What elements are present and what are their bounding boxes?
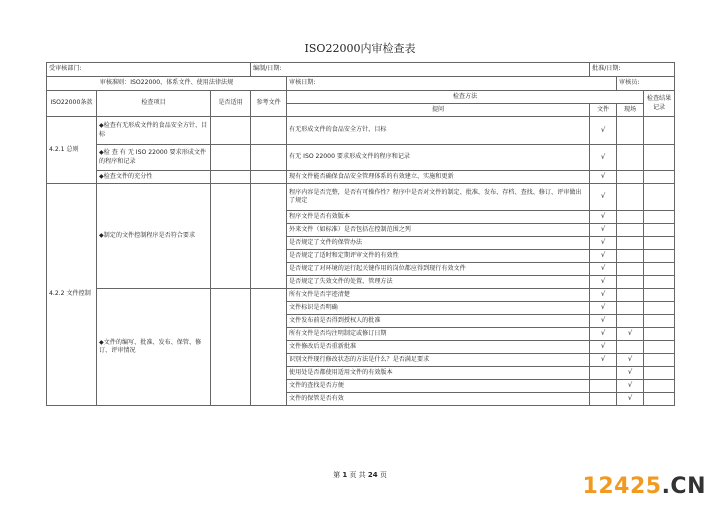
result-record-cell: [644, 380, 675, 393]
footer-mid: 页 共: [349, 471, 366, 479]
question-cell: 是否规定了对环境的运行起关键作用的岗位都应得到现行有效文件: [287, 263, 590, 276]
question-cell: 程序内容是否完整，是否有可操作性？程序中是否对文件的制定、批准、发布、存档、查找、修订、评审做出了规定: [287, 184, 590, 211]
check-item-cell: ◆文件的编写、批准、发布、保管、修订、评审情况: [97, 289, 211, 406]
question-cell: 文件的保管是否有效: [287, 393, 590, 406]
site-check-cell: [617, 341, 644, 354]
check-item-cell: ◆检 查 有 无 ISO 22000 要求形成文件的程序和记录: [97, 145, 211, 171]
site-check-cell: [617, 276, 644, 289]
result-record-cell: [644, 117, 675, 145]
watermark-domain: .CN: [661, 474, 706, 499]
page-title: ISO22000内审检查表: [304, 42, 416, 55]
check-item-cell: ◆检查文件的充分性: [97, 171, 211, 184]
document-check-cell: √: [590, 145, 617, 171]
question-cell: 所有文件是否均注明制定或修订日期: [287, 328, 590, 341]
col-method-header: 检查方法: [287, 91, 644, 104]
result-record-cell: [644, 263, 675, 276]
applicable-cell: [211, 184, 251, 289]
question-cell: 文件发布前是否得到授权人的批准: [287, 315, 590, 328]
auditor-cell: 审核员:: [617, 77, 675, 91]
applicable-cell: [211, 145, 251, 171]
document-check-cell: √: [590, 354, 617, 367]
watermark-number: 12425: [582, 474, 662, 499]
site-check-cell: [617, 250, 644, 263]
document-check-cell: √: [590, 341, 617, 354]
site-check-cell: [617, 145, 644, 171]
document-check-cell: √: [590, 328, 617, 341]
col-applicable-header: 是否适用: [211, 91, 251, 117]
question-cell: 是否规定了失效文件的处置、管理方法: [287, 276, 590, 289]
site-check-cell: [617, 184, 644, 211]
document-check-cell: √: [590, 276, 617, 289]
applicable-cell: [211, 171, 251, 184]
checklist-row: [47, 117, 675, 145]
result-record-cell: [644, 328, 675, 341]
document-check-cell: [590, 380, 617, 393]
col-result-header: 检查结果记录: [644, 91, 675, 117]
result-record-cell: [644, 354, 675, 367]
question-cell: 有无 ISO 22000 要求形成文件的程序和记录: [287, 145, 590, 171]
document-check-cell: √: [590, 250, 617, 263]
site-check-cell: √: [617, 367, 644, 380]
site-check-cell: [617, 263, 644, 276]
col-document-header: 文件: [590, 104, 617, 117]
document-check-cell: √: [590, 237, 617, 250]
clause-cell: 4.2.1 总则: [47, 117, 97, 184]
document-check-cell: [590, 367, 617, 380]
check-item-cell: ◆制定的文件控制程序是否符合要求: [97, 184, 211, 289]
clause-cell: 4.2.2 文件控制: [47, 184, 97, 406]
site-check-cell: [617, 224, 644, 237]
prepared-date-cell: 编制/日期:: [251, 63, 590, 77]
result-record-cell: [644, 237, 675, 250]
site-check-cell: √: [617, 354, 644, 367]
document-check-cell: [590, 393, 617, 406]
document-check-cell: √: [590, 224, 617, 237]
reference-cell: [251, 117, 287, 145]
result-record-cell: [644, 367, 675, 380]
audit-date-label: 审核日期:: [289, 79, 316, 87]
result-record-cell: [644, 302, 675, 315]
audited-department-cell: 受审核部门:: [47, 63, 251, 77]
document-check-cell: √: [590, 171, 617, 184]
checklist-row: [47, 145, 675, 171]
document-check-cell: √: [590, 117, 617, 145]
site-check-cell: [617, 289, 644, 302]
question-cell: 是否规定了适时和定期评审文件的有效性: [287, 250, 590, 263]
footer-prefix: 第: [333, 471, 341, 479]
result-record-cell: [644, 184, 675, 211]
applicable-cell: [211, 289, 251, 406]
approved-date-cell: 批准/日期:: [590, 63, 675, 77]
col-question-header: 提问: [287, 104, 590, 117]
question-cell: 有无形成文件的食品安全方针、目标: [287, 117, 590, 145]
result-record-cell: [644, 315, 675, 328]
document-check-cell: √: [590, 315, 617, 328]
site-check-cell: √: [617, 393, 644, 406]
question-cell: 文件修改后是否重新批准: [287, 341, 590, 354]
question-cell: 文件的查找是否方便: [287, 380, 590, 393]
question-cell: 是否规定了文件的保管办法: [287, 237, 590, 250]
question-cell: 识别文件现行修改状态的方法是什么？是否满足要求: [287, 354, 590, 367]
result-record-cell: [644, 341, 675, 354]
reference-cell: [251, 145, 287, 171]
site-watermark-logo: [583, 474, 706, 499]
audit-criteria-cell: 审核准则：ISO22000、体系文件、使用法律法规: [47, 77, 287, 91]
col-clause-header: ISO22000条款: [47, 91, 97, 117]
audit-checklist-table: [46, 62, 675, 406]
reference-cell: [251, 171, 287, 184]
question-cell: 外来文件（如标准）是否包括在控制范围之列: [287, 224, 590, 237]
site-check-cell: √: [617, 380, 644, 393]
document-check-cell: √: [590, 302, 617, 315]
result-record-cell: [644, 211, 675, 224]
footer-suffix: 页: [379, 471, 387, 479]
footer-page-number: 1: [342, 471, 348, 479]
checklist-row: [47, 184, 675, 211]
result-record-cell: [644, 171, 675, 184]
document-check-cell: √: [590, 211, 617, 224]
checklist-row: [47, 289, 675, 302]
checklist-row: [47, 171, 675, 184]
check-item-cell: ◆检查有无形成文件的食品安全方针、目标: [97, 117, 211, 145]
question-cell: 使用处是否都使用适用文件的有效版本: [287, 367, 590, 380]
question-cell: 程序文件是否有效版本: [287, 211, 590, 224]
site-check-cell: [617, 302, 644, 315]
audit-date-cell: [287, 77, 617, 91]
document-check-cell: √: [590, 289, 617, 302]
document-check-cell: √: [590, 184, 617, 211]
question-cell: 现有文件能否确保食品安全管理体系的有效建立、实施和更新: [287, 171, 590, 184]
col-site-header: 现场: [617, 104, 644, 117]
site-check-cell: [617, 171, 644, 184]
col-reference-header: 参考文件: [251, 91, 287, 117]
result-record-cell: [644, 276, 675, 289]
reference-cell: [251, 289, 287, 406]
reference-cell: [251, 184, 287, 289]
footer-total-pages: 24: [367, 471, 378, 479]
question-cell: 所有文件是否字迹清楚: [287, 289, 590, 302]
result-record-cell: [644, 250, 675, 263]
result-record-cell: [644, 145, 675, 171]
col-item-header: 检查项目: [97, 91, 211, 117]
site-check-cell: [617, 211, 644, 224]
question-cell: 文件标识是否明确: [287, 302, 590, 315]
result-record-cell: [644, 289, 675, 302]
applicable-cell: [211, 117, 251, 145]
result-record-cell: [644, 393, 675, 406]
site-check-cell: [617, 237, 644, 250]
result-record-cell: [644, 224, 675, 237]
document-check-cell: √: [590, 263, 617, 276]
site-check-cell: [617, 315, 644, 328]
site-check-cell: √: [617, 328, 644, 341]
site-check-cell: [617, 117, 644, 145]
